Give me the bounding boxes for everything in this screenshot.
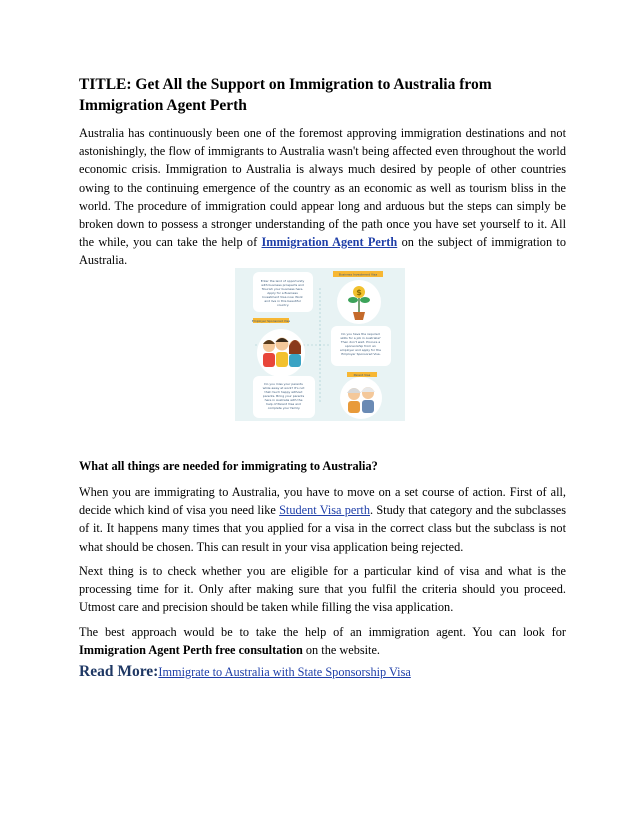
employer-visa-label: Employer Sponsored Visa	[251, 319, 291, 323]
parent-visa-label: Parent Visa	[353, 373, 371, 377]
business-text: Enter the land of opportunity with business prospects and flourish your business here. Apply for a Business Investment Visa now. Work and live in this beautiful country.	[260, 279, 305, 307]
visa-type-paragraph	[79, 483, 566, 556]
p2-text-after: . Study that category and the subclasses of it. It happens many times that you applied for a visa in the correct class but the subclass is not what should be chosen. This can result in your visa application being rejected.	[79, 503, 566, 554]
approach-paragraph	[79, 623, 566, 659]
read-more-label: Read More:	[79, 663, 159, 680]
section-heading: What all things are needed for immigrating to Australia?	[79, 459, 378, 473]
p2-text-before: When you are immigrating to Australia, you have to move on a set course of action. First of all, decide which kind of visa you need like	[79, 485, 566, 518]
intro-paragraph	[79, 124, 566, 270]
intro-text-before: Australia has continuously been one of the foremost approving immigration destinations and not astonishingly, the flow of immigrants to Australia wasn't being affected even throughout the world economic crisis. Immigration to Australia is always much desired by people of other countries owing to the continuing emergence of the country as an economic as well as tourism bliss in the world. The procedure of immigration could appear long and arduous but the steps can simply be broken down to possess a stronger understanding of the path once you have set yourself to it. All the while, you can take the help of	[79, 126, 566, 250]
read-more-link[interactable]: Immigrate to Australia with State Sponsorship Visa	[158, 665, 411, 679]
parent-text: Do you miss your parents while away at work? It's not that much happy without parents. Bring your parents here in Australia with the help of Parent Visa and complete your family.	[262, 382, 305, 410]
free-consultation-text: Immigration Agent Perth free consultation	[79, 643, 303, 658]
business-visa-label: Business Investment Visa	[338, 272, 378, 277]
student-visa-perth-link[interactable]: Student Visa perth	[279, 503, 370, 518]
visa-infographic	[235, 268, 405, 421]
employer-text: Do you have the required skills for a job in Australia? Then don't wait. Procure a sponsorship from an employer and apply for the Employer Sponsored Visa.	[340, 332, 381, 356]
infographic-graphic	[235, 268, 405, 421]
intro-text-after: on the subject of immigration to Australia.	[79, 235, 566, 268]
document-title: TITLE: Get All the Support on Immigration to Australia from Immigration Agent Perth	[79, 76, 492, 114]
read-more	[79, 663, 411, 681]
dollar-icon: $	[356, 288, 362, 297]
p4-text: The best approach would be to take the help of an immigration agent. You can look for	[79, 625, 566, 639]
p4-text-after: on the website.	[302, 643, 381, 658]
eligibility-paragraph: Next thing is to check whether you are eligible for a particular kind of visa and what is the processing time for it. Only after making sure that you fulfil the criteria should you proceed. Utmost care and precision should be taken while filling the visa application.	[79, 564, 566, 615]
immigration-agent-perth-link[interactable]: Immigration Agent Perth	[261, 235, 398, 250]
